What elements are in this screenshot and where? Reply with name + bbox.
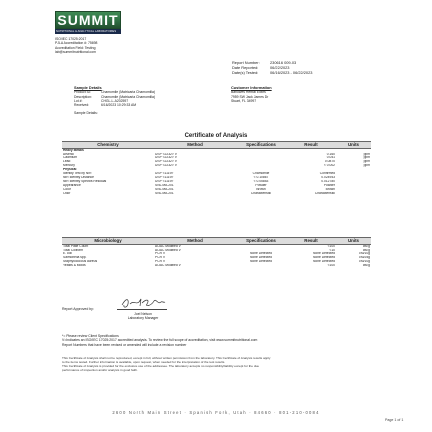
row-result: None Detected <box>313 252 335 256</box>
col-method: Method <box>154 142 236 149</box>
sample-details-heading: Sample Details <box>74 85 102 90</box>
row-label: Identity Test by NIR <box>63 172 92 176</box>
disclaimer <box>62 356 374 372</box>
row-label: Total Plate Count <box>63 244 89 248</box>
row-label: Lead <box>63 160 71 164</box>
note-line: *= Please review Client Specifications <box>62 334 119 338</box>
page-number: Page 1 of 1 <box>385 418 404 422</box>
row-result: < 0.002 <box>323 164 335 168</box>
row-method: USP <1119> <box>155 172 174 176</box>
col-result: Result <box>286 238 336 245</box>
chemistry-table <box>62 141 371 195</box>
logo-tagline: NUTRITIONAL & ANALYTICAL LABORATORIES <box>56 29 117 33</box>
row-method: AOAC Modified V <box>155 264 181 268</box>
disclaimer-line: to the items tested. Further information is available, upon request, when needed for the interpretation of the test results. <box>62 360 226 364</box>
sample-row: Lot #: CHGL-L-A202597 <box>74 98 129 103</box>
report-number-row: Report Number: 230616 009-03 <box>232 60 297 65</box>
notes <box>62 334 374 347</box>
customer-line: Barlowes Herbal Elixirs <box>231 90 266 95</box>
accreditation-block <box>55 37 97 54</box>
row-spec: Brown <box>256 187 266 191</box>
accreditation-line: ISO/IEC 17025:2017 <box>55 37 87 41</box>
signature-line <box>117 309 167 310</box>
customer-line: Stuart, FL 34997 <box>231 98 257 103</box>
row-spec: Chamomile <box>252 172 270 176</box>
table-row <box>62 264 371 268</box>
col-method: Method <box>154 238 236 245</box>
sample-row: Description: Chamomile (Matricaria Chamomilla) <box>74 94 156 99</box>
row-method: USP <1119> <box>155 179 174 183</box>
row-result: 0.012780 <box>321 179 335 183</box>
row-units: cfu/g <box>362 248 370 252</box>
row-result: None Detected <box>313 260 335 264</box>
row-units <box>336 192 371 196</box>
row-method: PCR V <box>155 252 166 256</box>
certificate-title: Certificate of Analysis <box>184 133 248 139</box>
row-method: PCR V <box>155 256 166 260</box>
sample-row: Product ID: Chamomile (Matricaria Chamomilla) <box>74 90 156 95</box>
row-spec: Powder <box>255 183 267 187</box>
sample-details <box>74 86 155 116</box>
row-label: Mercury <box>63 164 75 168</box>
row-label: NIR Identity Distance <box>63 175 94 179</box>
row-label: Appearance <box>63 183 81 187</box>
row-method: USP <2232> V <box>155 156 177 160</box>
col-chemistry: Chemistry <box>62 142 154 149</box>
row-units: ppm <box>363 160 370 164</box>
row-label: Cadmium <box>63 156 78 160</box>
row-result: <100 <box>327 264 335 268</box>
row-result: Powder <box>323 183 335 187</box>
microbiology-body <box>62 244 371 268</box>
group-name: Physical <box>63 168 77 172</box>
row-label: Staphylococcus aureus <box>63 260 98 264</box>
disclaimer-line: This Certificate of Analysis is provided for the exclusive use of the addressee. The laboratory accepts no responsibility/liability except for the due <box>62 364 260 368</box>
row-spec <box>236 264 286 268</box>
report-info <box>232 60 312 75</box>
row-spec: None Detected <box>250 252 272 256</box>
sample-row: Received: 6/16/2023 10:29:33 AM <box>74 103 137 108</box>
customer-information <box>231 86 272 103</box>
contact-email: lab@summitnutritional.com <box>55 49 96 54</box>
row-result: Characteristic <box>314 191 335 195</box>
row-method: SNL.MA.201 <box>155 191 174 195</box>
col-microbiology: Microbiology <box>62 238 154 245</box>
accreditation-line: Accreditation Field: Testing <box>55 45 96 50</box>
table-row <box>62 192 371 196</box>
row-label: E. coli <box>63 252 72 256</box>
customer-line: 7959 SW Jack James Dr <box>231 94 269 99</box>
row-units: cfu/10g <box>359 260 370 264</box>
col-units: Units <box>336 238 371 245</box>
accreditation-line: PJLA Accreditation #: 75698 <box>55 41 98 46</box>
row-units: ppm <box>363 164 370 168</box>
row-units: cfu/25g <box>359 256 370 260</box>
col-units: Units <box>336 142 371 149</box>
row-method: AOAC Modified V <box>155 248 181 252</box>
row-result: Brown <box>325 187 335 191</box>
row-spec: Characteristic <box>250 191 272 195</box>
group-name: Heavy Metals <box>63 148 84 152</box>
note-line: V=Indicates an ISO/IEC 17025:2017 accredited analysis. To review the full scope of accreditation, visit www.summitnutritional.com <box>62 338 258 343</box>
row-result: 0.041 <box>326 156 335 160</box>
disclaimer-line: This Certificate of Analysis shall not be reproduced, except in full, without written permission from the laboratory. This Certificate of Analysis results apply <box>62 356 271 360</box>
row-result: 0.0870 <box>324 160 335 164</box>
row-units: cfu/g <box>362 244 370 248</box>
row-result: None Detected <box>313 256 335 260</box>
microbiology-table <box>62 237 371 268</box>
col-specifications: Specifications <box>236 238 286 245</box>
row-method: SNL.MA.201 <box>155 183 174 187</box>
col-specifications: Specifications <box>236 142 286 149</box>
microbiology-header-row <box>62 238 371 245</box>
row-result: 0.160 <box>326 152 335 156</box>
row-method: AOAC Modified V <box>155 244 181 248</box>
row-spec: None Detected <box>250 256 272 260</box>
customer-heading: Customer Information <box>231 85 272 90</box>
approved-by-label: Report Approved by: <box>62 307 94 311</box>
date-reported-row: Date Reported: 06/22/2023 <box>232 65 290 70</box>
row-label: Salmonella spp. <box>63 256 87 260</box>
row-label: Total Coliform <box>63 248 84 252</box>
row-method: PCR V <box>155 260 166 264</box>
row-label: Color <box>63 187 71 191</box>
chemistry-header-row <box>62 142 371 149</box>
row-result: <10 <box>329 248 335 252</box>
dates-tested-row: Date(s) Tested: 06/16/2023 - 06/22/2023 <box>232 70 313 75</box>
row-spec: None Detected <box>250 260 272 264</box>
signatory-title: Laboratory Manager <box>127 316 159 320</box>
row-spec: < 0.05853 <box>253 179 269 183</box>
company-logo <box>55 11 121 29</box>
row-units: ppm <box>363 156 370 160</box>
row-label: Odor <box>63 191 71 195</box>
note-line: Report Numbers that have been revised or amended will include a revision number <box>62 342 187 347</box>
row-label: Arsenic <box>63 152 74 156</box>
signatory-name: Joel Nelson <box>134 312 152 316</box>
row-result: Confirmed <box>319 172 335 176</box>
footer-address: 2600 North Main Street · Spanish Fork, Utah · 84660 · 801-210-0084 <box>112 410 320 415</box>
row-result: <100 <box>327 244 335 248</box>
row-method: USP <2232> V <box>155 164 177 168</box>
logo-text: SUMMIT <box>57 12 119 28</box>
row-method: USP <1119> <box>155 175 174 179</box>
row-label: NIR Identity Spectra Residual <box>63 179 107 183</box>
row-units: cfu/g <box>362 264 370 268</box>
chemistry-body <box>62 148 371 195</box>
signatory <box>118 312 168 320</box>
col-result: Result <box>286 142 336 149</box>
row-method: USP <2232> V <box>155 152 177 156</box>
row-method: USP <2232> V <box>155 160 177 164</box>
sample-details-label: Sample Details: <box>74 111 98 116</box>
row-spec: < 0.10867 <box>253 175 269 179</box>
row-result: 0.024943 <box>321 175 335 179</box>
row-label: Yeasts & Molds <box>63 264 86 268</box>
row-method: SNL.MA.201 <box>155 187 174 191</box>
row-units: cfu/10g <box>359 252 370 256</box>
signature-image <box>120 296 166 310</box>
disclaimer-line: performance of inspection and/or analysis in good faith. <box>62 368 138 372</box>
row-units: ppm <box>363 152 370 156</box>
